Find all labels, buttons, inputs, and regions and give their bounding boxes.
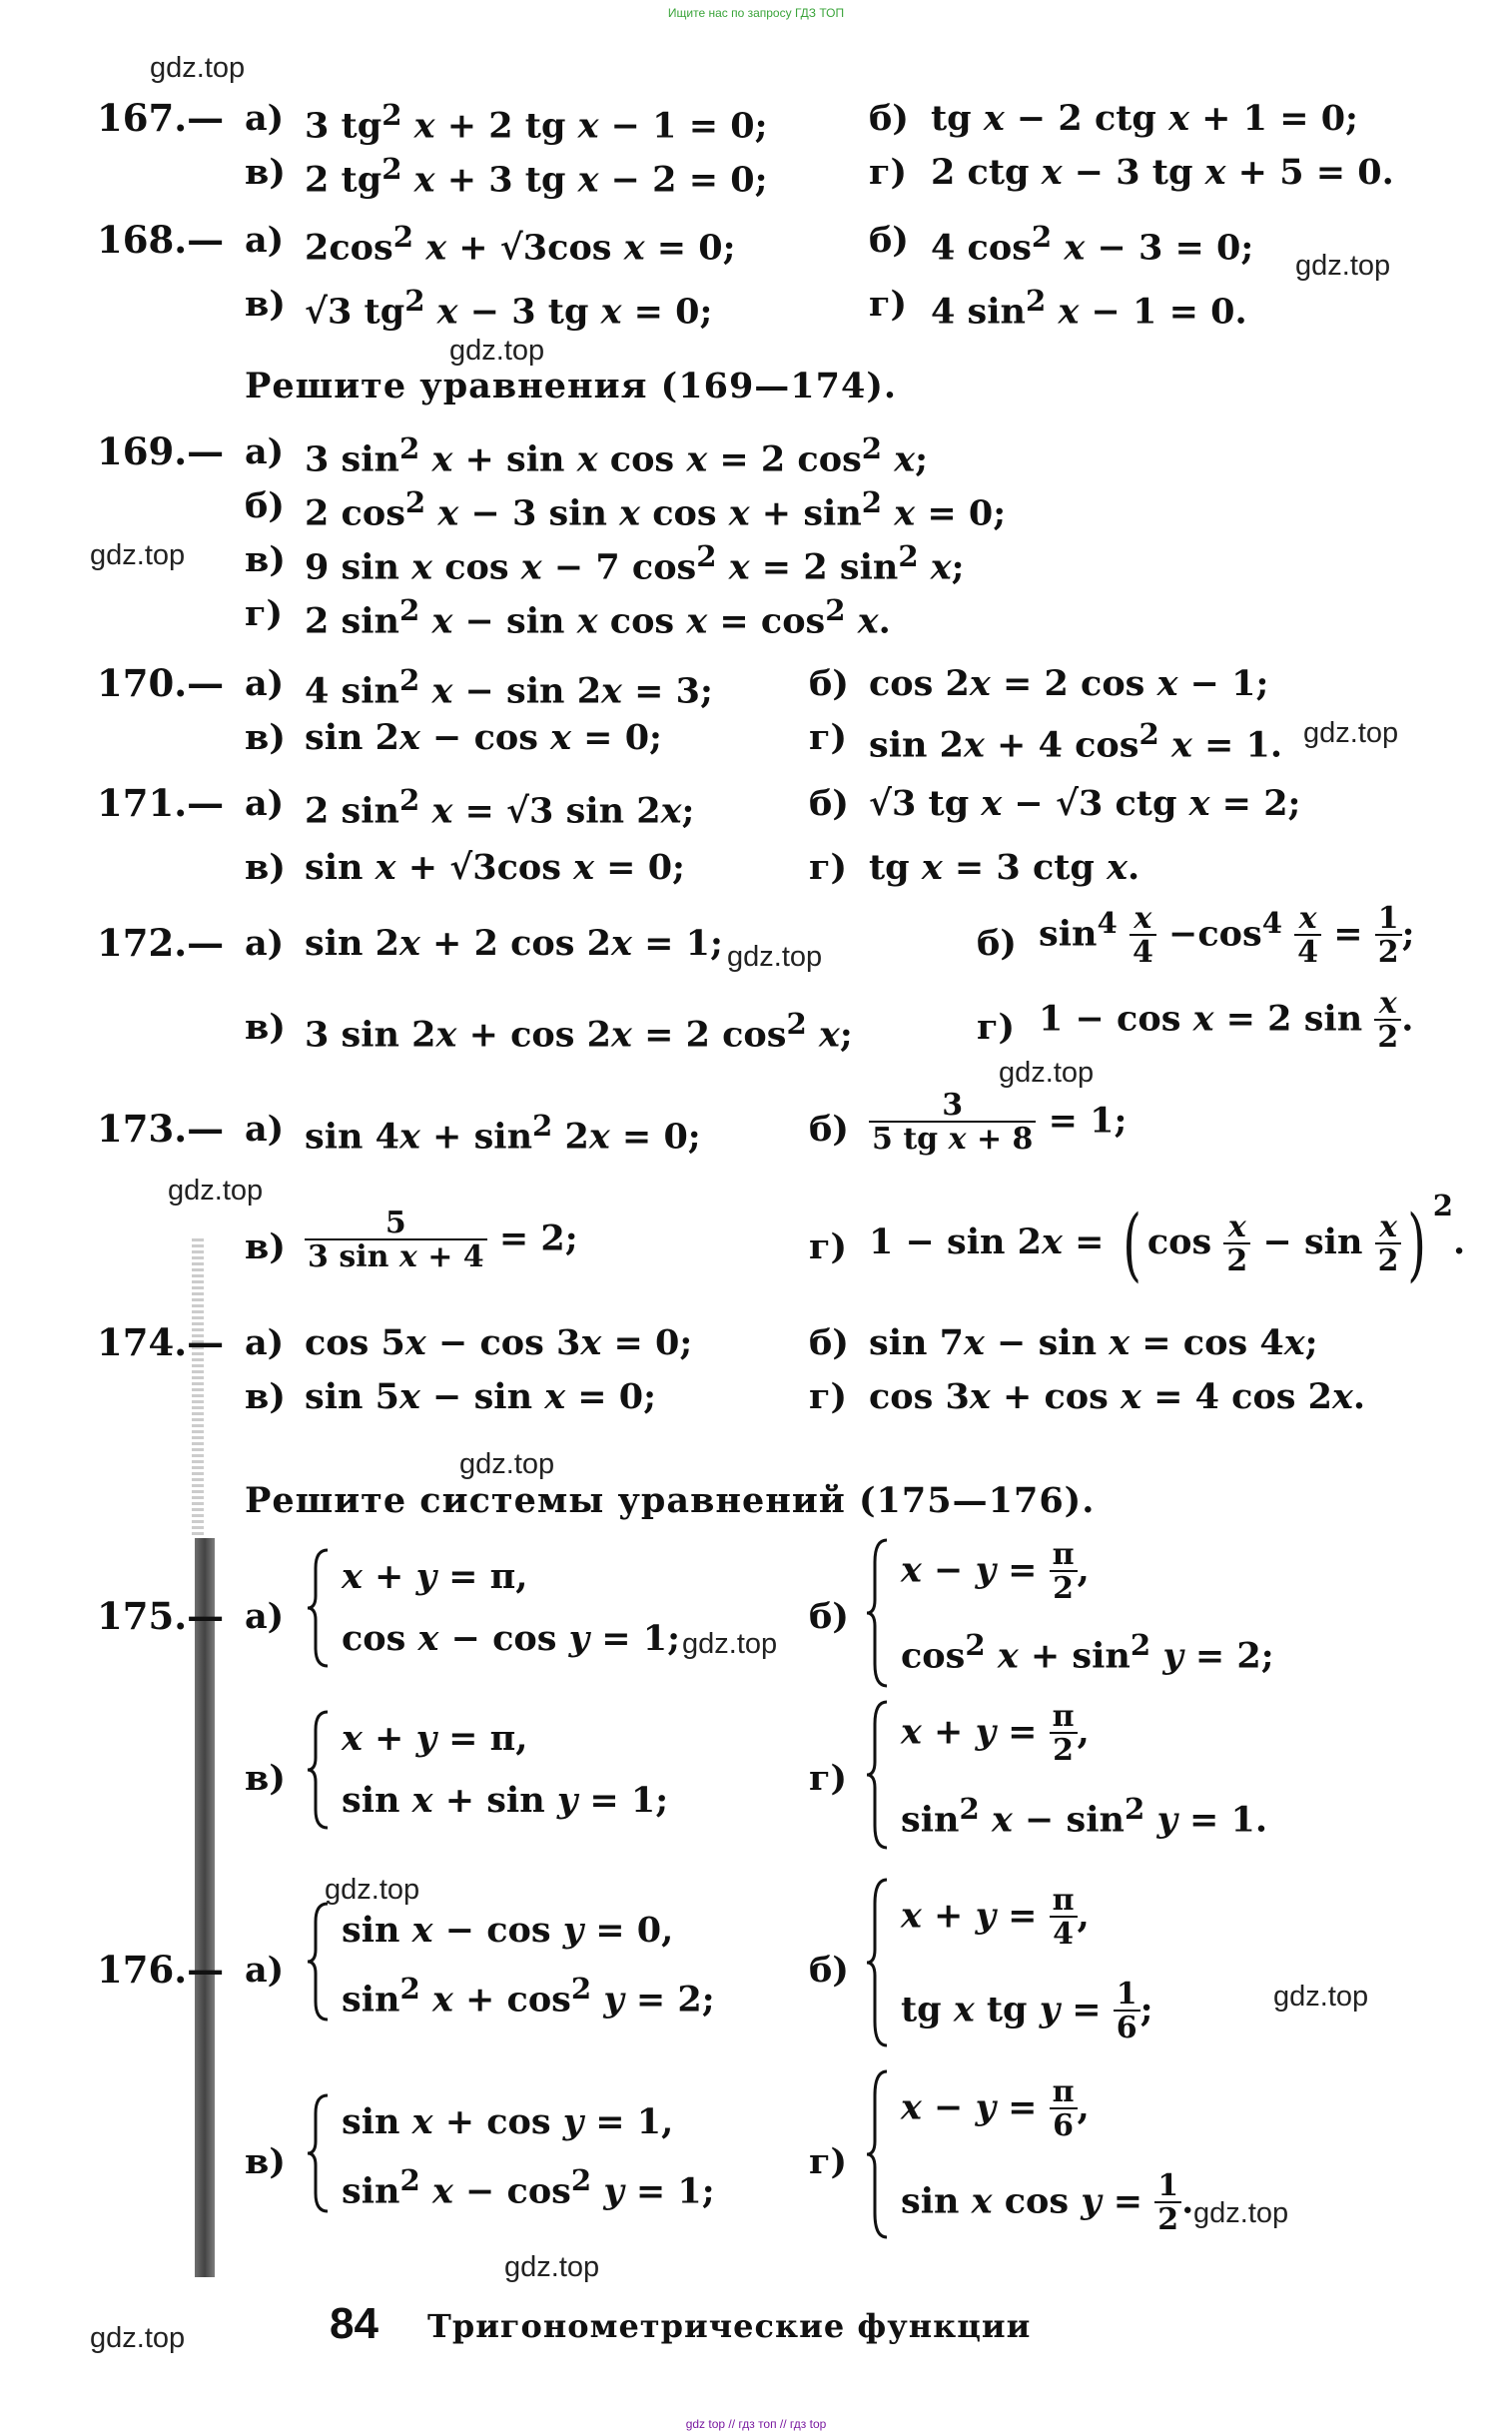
bottom-note: gdz top // гдз топ // гдз top	[685, 2417, 827, 2431]
equation: sin 2x + 4 $\cos^2 x = 1$.	[869, 717, 1283, 766]
equation: cos 2x = 2 cos x − 1;	[869, 663, 1269, 704]
equation: 2 $\cos^2 x - 3$ sin x $\cos x + \sin^2 x = 0$;	[305, 485, 1007, 534]
part-label: а)	[245, 663, 285, 704]
equation: tg x − 2 ctg x + 1 = 0;	[931, 98, 1358, 139]
equation: $\sin 4x + \sin^2 2x = 0$;	[305, 1109, 701, 1158]
watermark: gdz.top	[459, 1448, 555, 1480]
problem-number: 176.—	[97, 1948, 225, 1992]
part-label: г)	[977, 1007, 1016, 1048]
equation: 3 $\sin^2 x + \sin x$ cos x = 2 $\cos^2 x$;	[305, 431, 929, 480]
part-label: б)	[809, 663, 849, 704]
part-label: а)	[245, 431, 285, 472]
page-number: 84	[330, 2299, 378, 2348]
part-label: б)	[869, 220, 909, 261]
part-label: а)	[245, 1950, 285, 1991]
part-label: в)	[245, 539, 286, 580]
equation: 2 $\sin^2 x - \sin x$ $\cos x = \cos^2 x$.	[305, 593, 891, 642]
section-heading: Решите уравнения (169—174).	[245, 366, 898, 406]
equation: 2 $\sin^2 x = √3$ sin 2x;	[305, 783, 695, 832]
equation-system: sin x + cos y = 1, $\sin^2 x - \cos^2 y = 1$;	[308, 2093, 727, 2213]
problem-number: 174.—	[97, 1320, 225, 1364]
equation: 4 $\sin^2 x - \sin 2x = 3$;	[305, 663, 713, 712]
part-label: а)	[245, 1109, 285, 1150]
page-edge-shadow	[192, 1238, 204, 1538]
watermark: gdz.top	[727, 941, 823, 973]
equation: 3 $tg^2$ x + 2 tg x − 1 = 0;	[305, 98, 768, 147]
equation: $\sin^4$ $\frac{x}{4}$ $-\cos^4$ $\frac{x}{4}$ = $\frac{1}{2}$ ;	[1039, 901, 1415, 970]
problem-number: 175.—	[97, 1594, 225, 1638]
part-label: в)	[245, 1226, 286, 1267]
equation-system: x − y = $\frac{\pi}{6}$ , sin x cos y = $\frac{1}{2}$ .	[867, 2069, 1286, 2239]
part-label: б)	[869, 98, 909, 139]
watermark: gdz.top	[90, 2322, 186, 2354]
equation: sin 7x − sin x = cos 4x;	[869, 1322, 1318, 1363]
equation: sin 2x − cos x = 0;	[305, 717, 662, 758]
equation: √3 tg x − √3 ctg x = 2;	[869, 783, 1301, 824]
equation-system: x + y = $\frac{\pi}{4}$ , tg x tg y = $\frac{1}{6}$ ;	[867, 1878, 1286, 2047]
watermark: gdz.top	[682, 1628, 778, 1660]
watermark: gdz.top	[90, 539, 186, 571]
watermark: gdz.top	[1303, 717, 1399, 749]
equation-system: x + y = π, sin x + sin y = 1;	[308, 1710, 727, 1830]
part-label: в)	[245, 2141, 286, 2182]
part-label: б)	[809, 1596, 849, 1637]
equation-system: x + y = π, cos x − cos y = 1;	[308, 1548, 727, 1668]
problem-number: 168.—	[97, 218, 225, 262]
equation: 4 $\sin^2 x - 1 = 0$.	[931, 284, 1247, 333]
watermark: gdz.top	[999, 1057, 1095, 1089]
part-label: а)	[245, 1596, 285, 1637]
part-label: г)	[869, 152, 908, 193]
equation: $\frac{5}{\text{3 sin x + 4}}$ = 2;	[305, 1209, 578, 1272]
equation: 1 − sin 2x = ( cos $\frac{x}{2}$ − sin $\frac{x}{2}$ ) $^2$.	[869, 1189, 1466, 1290]
problem-number: 171.—	[97, 781, 225, 825]
equation: 3 sin 2x + cos 2x = 2 $\cos^2 x$;	[305, 1007, 853, 1056]
watermark: gdz.top	[1273, 1981, 1369, 2013]
watermark: gdz.top	[1295, 250, 1391, 282]
watermark: gdz.top	[150, 52, 246, 84]
part-label: б)	[809, 1109, 849, 1150]
top-note: Ищите нас по запросу ГДЗ ТОП	[667, 6, 845, 20]
running-title: Тригонометрические функции	[427, 2307, 1032, 2345]
watermark: gdz.top	[449, 335, 545, 367]
problem-number: 173.—	[97, 1107, 225, 1151]
part-label: г)	[809, 2141, 848, 2182]
part-label: в)	[245, 284, 286, 325]
equation-system: x + y = $\frac{\pi}{2}$ , $\sin^2 x - \sin^2 y = 1$.	[867, 1700, 1286, 1850]
part-label: а)	[245, 1322, 285, 1363]
problem-number: 170.—	[97, 661, 225, 705]
watermark: gdz.top	[168, 1175, 264, 1207]
part-label: в)	[245, 1376, 286, 1417]
equation: sin 5x − sin x = 0;	[305, 1376, 657, 1417]
part-label: г)	[809, 847, 848, 888]
part-label: г)	[809, 1226, 848, 1267]
part-label: в)	[245, 1007, 286, 1048]
part-label: б)	[809, 1322, 849, 1363]
part-label: а)	[245, 923, 285, 964]
watermark: gdz.top	[1193, 2197, 1289, 2229]
equation: 9 sin x cos x − 7 $\cos^2 x = 2$ $\sin^2 x$;	[305, 539, 965, 588]
watermark: gdz.top	[504, 2251, 600, 2283]
equation: sin x + √3cos x = 0;	[305, 847, 685, 888]
equation: cos 3x + cos x = 4 cos 2x.	[869, 1376, 1366, 1417]
part-label: б)	[245, 485, 285, 526]
equation-system: x − y = $\frac{\pi}{2}$ , $\cos^2 x + \sin^2 y = 2$;	[867, 1538, 1286, 1688]
equation: $\frac{3}{\text{5 tg x + 8}}$ = 1;	[869, 1091, 1127, 1155]
part-label: в)	[245, 717, 286, 758]
part-label: б)	[809, 1950, 849, 1991]
problem-number: 167.—	[97, 96, 225, 140]
part-label: а)	[245, 783, 285, 824]
equation: 1 − cos x = 2 sin $\frac{x}{2}$ .	[1039, 986, 1414, 1055]
part-label: б)	[809, 783, 849, 824]
equation-system: sin x − cos y = 0, $\sin^2 x + \cos^2 y = 2$;	[308, 1902, 727, 2022]
part-label: в)	[245, 847, 286, 888]
problem-number: 169.—	[97, 429, 225, 473]
equation: 2 $tg^2$ x + 3 tg x − 2 = 0;	[305, 152, 768, 201]
equation: √3 $tg^2$ x − 3 tg x = 0;	[305, 284, 713, 333]
part-label: в)	[245, 1758, 286, 1799]
section-heading: Решите системы уравнений (175—176).	[245, 1480, 1096, 1521]
equation: $2\cos^2$ x + √3cos x = 0;	[305, 220, 736, 269]
part-label: б)	[977, 923, 1017, 964]
part-label: г)	[809, 1376, 848, 1417]
part-label: а)	[245, 220, 285, 261]
equation: tg x = 3 ctg x.	[869, 847, 1140, 888]
part-label: в)	[245, 152, 286, 193]
page-edge-shadow	[195, 1538, 215, 2277]
watermark: gdz.top	[325, 1874, 420, 1906]
part-label: г)	[809, 1758, 848, 1799]
part-label: а)	[245, 98, 285, 139]
equation: 4 $\cos^2 x - 3 = 0$;	[931, 220, 1254, 269]
part-label: г)	[245, 593, 284, 634]
part-label: г)	[869, 284, 908, 325]
equation: 2 ctg x − 3 tg x + 5 = 0.	[931, 152, 1394, 193]
equation: sin 2x + 2 cos 2x = 1;	[305, 923, 723, 964]
equation: cos 5x − cos 3x = 0;	[305, 1322, 693, 1363]
part-label: г)	[809, 717, 848, 758]
problem-number: 172.—	[97, 921, 225, 965]
